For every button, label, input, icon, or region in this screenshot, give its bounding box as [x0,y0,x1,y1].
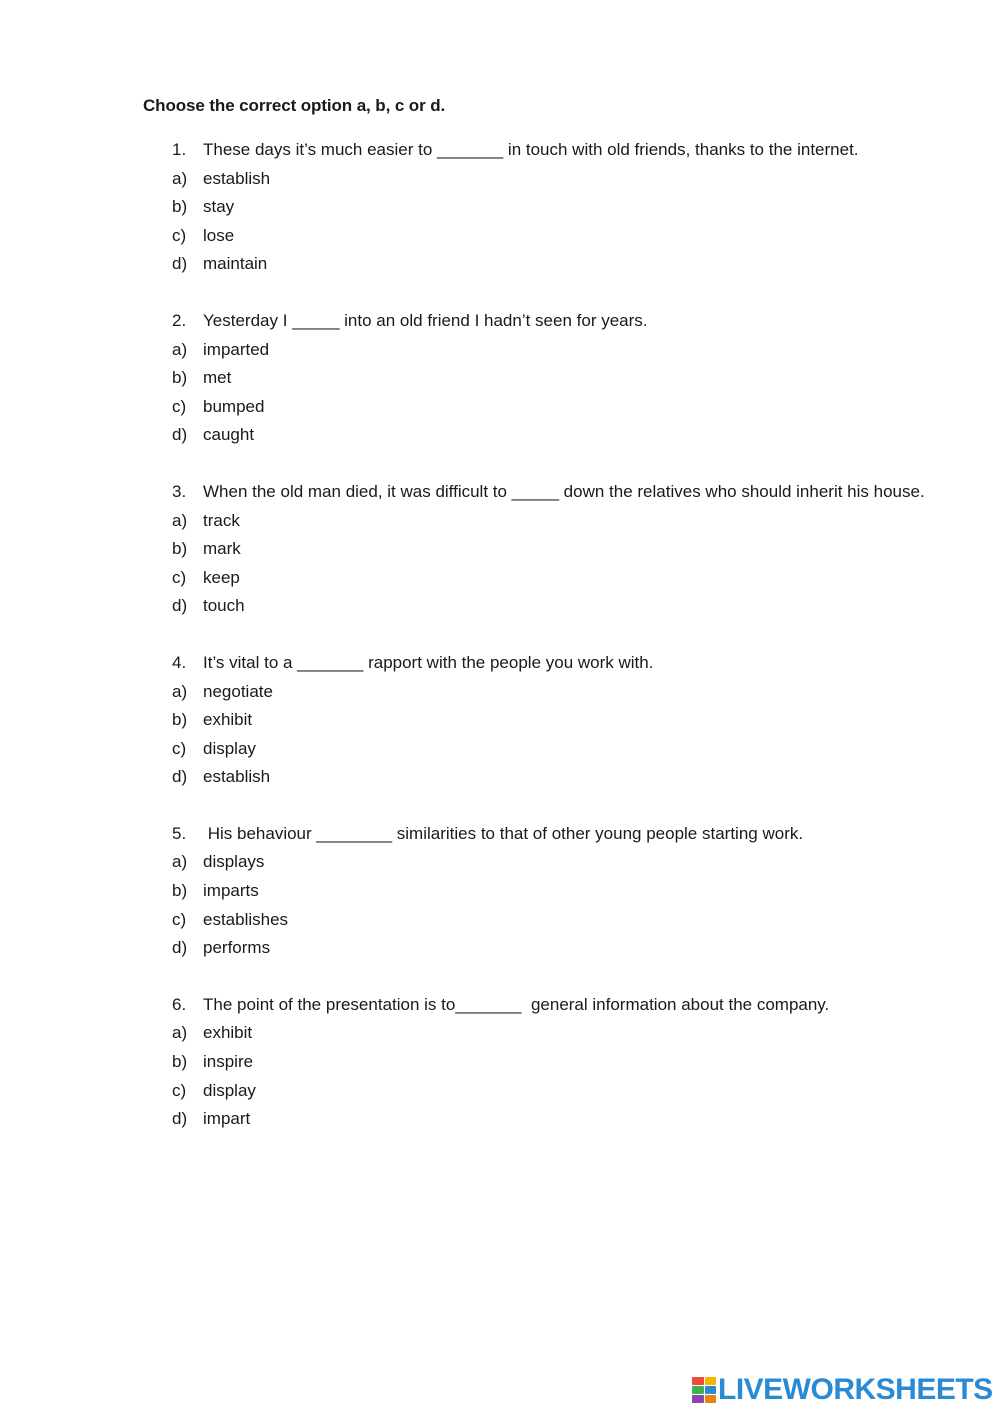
option-letter: d) [172,1109,188,1129]
option-letter: a) [172,510,188,530]
answer-option[interactable] [172,507,962,536]
question-number: 1. [172,140,187,159]
option-text: display [203,1080,256,1100]
option-letter: c) [172,396,187,416]
option-letter: b) [172,881,188,901]
option-text: stay [203,197,235,217]
question-6 [172,991,962,1134]
option-letter: d) [172,425,188,445]
option-letter: b) [172,197,188,217]
answer-option[interactable] [172,706,962,735]
answer-option[interactable] [172,535,962,564]
answer-option[interactable] [172,393,962,422]
question-stem [172,649,962,678]
option-text: establishes [203,909,289,929]
option-letter: d) [172,254,188,274]
answer-option[interactable] [172,906,962,935]
answer-option[interactable] [172,678,962,707]
option-text: imparted [203,339,270,359]
option-text: display [203,738,256,758]
answer-option[interactable] [172,763,962,792]
option-letter: c) [172,738,187,758]
question-3 [172,478,962,621]
option-text: keep [203,567,240,587]
option-letter: a) [172,168,188,188]
answer-option[interactable] [172,421,962,450]
question-stem [172,820,962,849]
question-text: The point of the presentation is to_______ general information about the company. [203,994,830,1014]
logo-icon-block [705,1377,717,1385]
answer-option[interactable] [172,848,962,877]
question-number: 4. [172,652,187,672]
answer-option[interactable] [172,564,962,593]
option-letter: c) [172,567,187,587]
logo-icon-block [692,1395,704,1403]
question-stem [172,307,962,336]
option-letter: c) [172,1080,187,1100]
question-text: When the old man died, it was difficult to _____ down the relatives who should inherit his house. [203,481,925,501]
answer-option[interactable] [172,250,962,279]
question-stem [172,136,962,165]
option-letter: a) [172,339,188,359]
option-text: establish [203,168,271,188]
option-letter: c) [172,909,187,929]
logo-icon-block [692,1377,704,1385]
answer-option[interactable] [172,735,962,764]
option-letter: a) [172,681,188,701]
answer-option[interactable] [172,364,962,393]
option-text: touch [203,596,245,616]
option-text: met [203,368,232,388]
option-letter: d) [172,938,188,958]
option-text: mark [203,539,241,559]
answer-option[interactable] [172,934,962,963]
question-stem [172,478,962,507]
option-letter: d) [172,767,188,787]
option-text: track [203,510,240,530]
option-text: impart [203,1109,251,1129]
answer-option[interactable] [172,592,962,621]
question-number: 5. [172,823,187,843]
answer-option[interactable] [172,1019,962,1048]
option-text: imparts [203,881,259,901]
option-text: inspire [203,1052,254,1072]
option-letter: b) [172,539,188,559]
question-number: 2. [172,310,187,330]
option-text: caught [203,425,255,445]
option-letter: b) [172,710,188,730]
logo-text: LIVEWORKSHEETS [718,1373,993,1406]
answer-option[interactable] [172,1048,962,1077]
answer-option[interactable] [172,1077,962,1106]
option-text: performs [203,938,271,958]
logo-icon-block [705,1386,717,1394]
liveworksheets-logo [692,1373,993,1407]
question-text: His behaviour ________ similarities to that of other young people starting work. [203,823,804,843]
option-letter: a) [172,1023,188,1043]
option-letter: b) [172,368,188,388]
question-4 [172,649,962,792]
option-text: negotiate [203,681,273,701]
answer-option[interactable] [172,222,962,251]
option-text: establish [203,767,271,787]
option-text: displays [203,852,265,872]
question-text: Yesterday I _____ into an old friend I hadn’t seen for years. [203,310,648,330]
question-5 [172,820,962,963]
question-text: These days it’s much easier to _______ in touch with old friends, thanks to the internet. [203,140,859,159]
question-text: It’s vital to a _______ rapport with the people you work with. [203,652,654,672]
answer-option[interactable] [172,165,962,194]
option-text: exhibit [203,710,253,730]
option-text: exhibit [203,1023,253,1043]
option-letter: c) [172,225,187,245]
question-2 [172,307,962,450]
question-number: 6. [172,994,187,1014]
option-text: maintain [203,254,268,274]
answer-option[interactable] [172,877,962,906]
liveworksheets-logo-icon [692,1377,716,1403]
option-text: lose [203,225,235,245]
question-number: 3. [172,481,187,501]
answer-option[interactable] [172,1105,962,1134]
option-letter: a) [172,852,188,872]
question-1 [172,136,962,279]
instruction-heading: Choose the correct option a, b, c or d. [143,96,446,115]
question-list [172,136,962,1162]
question-stem [172,991,962,1020]
option-letter: b) [172,1052,188,1072]
logo-icon-block [705,1395,717,1403]
option-text: bumped [203,396,265,416]
option-letter: d) [172,596,188,616]
answer-option[interactable] [172,193,962,222]
logo-icon-block [692,1386,704,1394]
answer-option[interactable] [172,336,962,365]
